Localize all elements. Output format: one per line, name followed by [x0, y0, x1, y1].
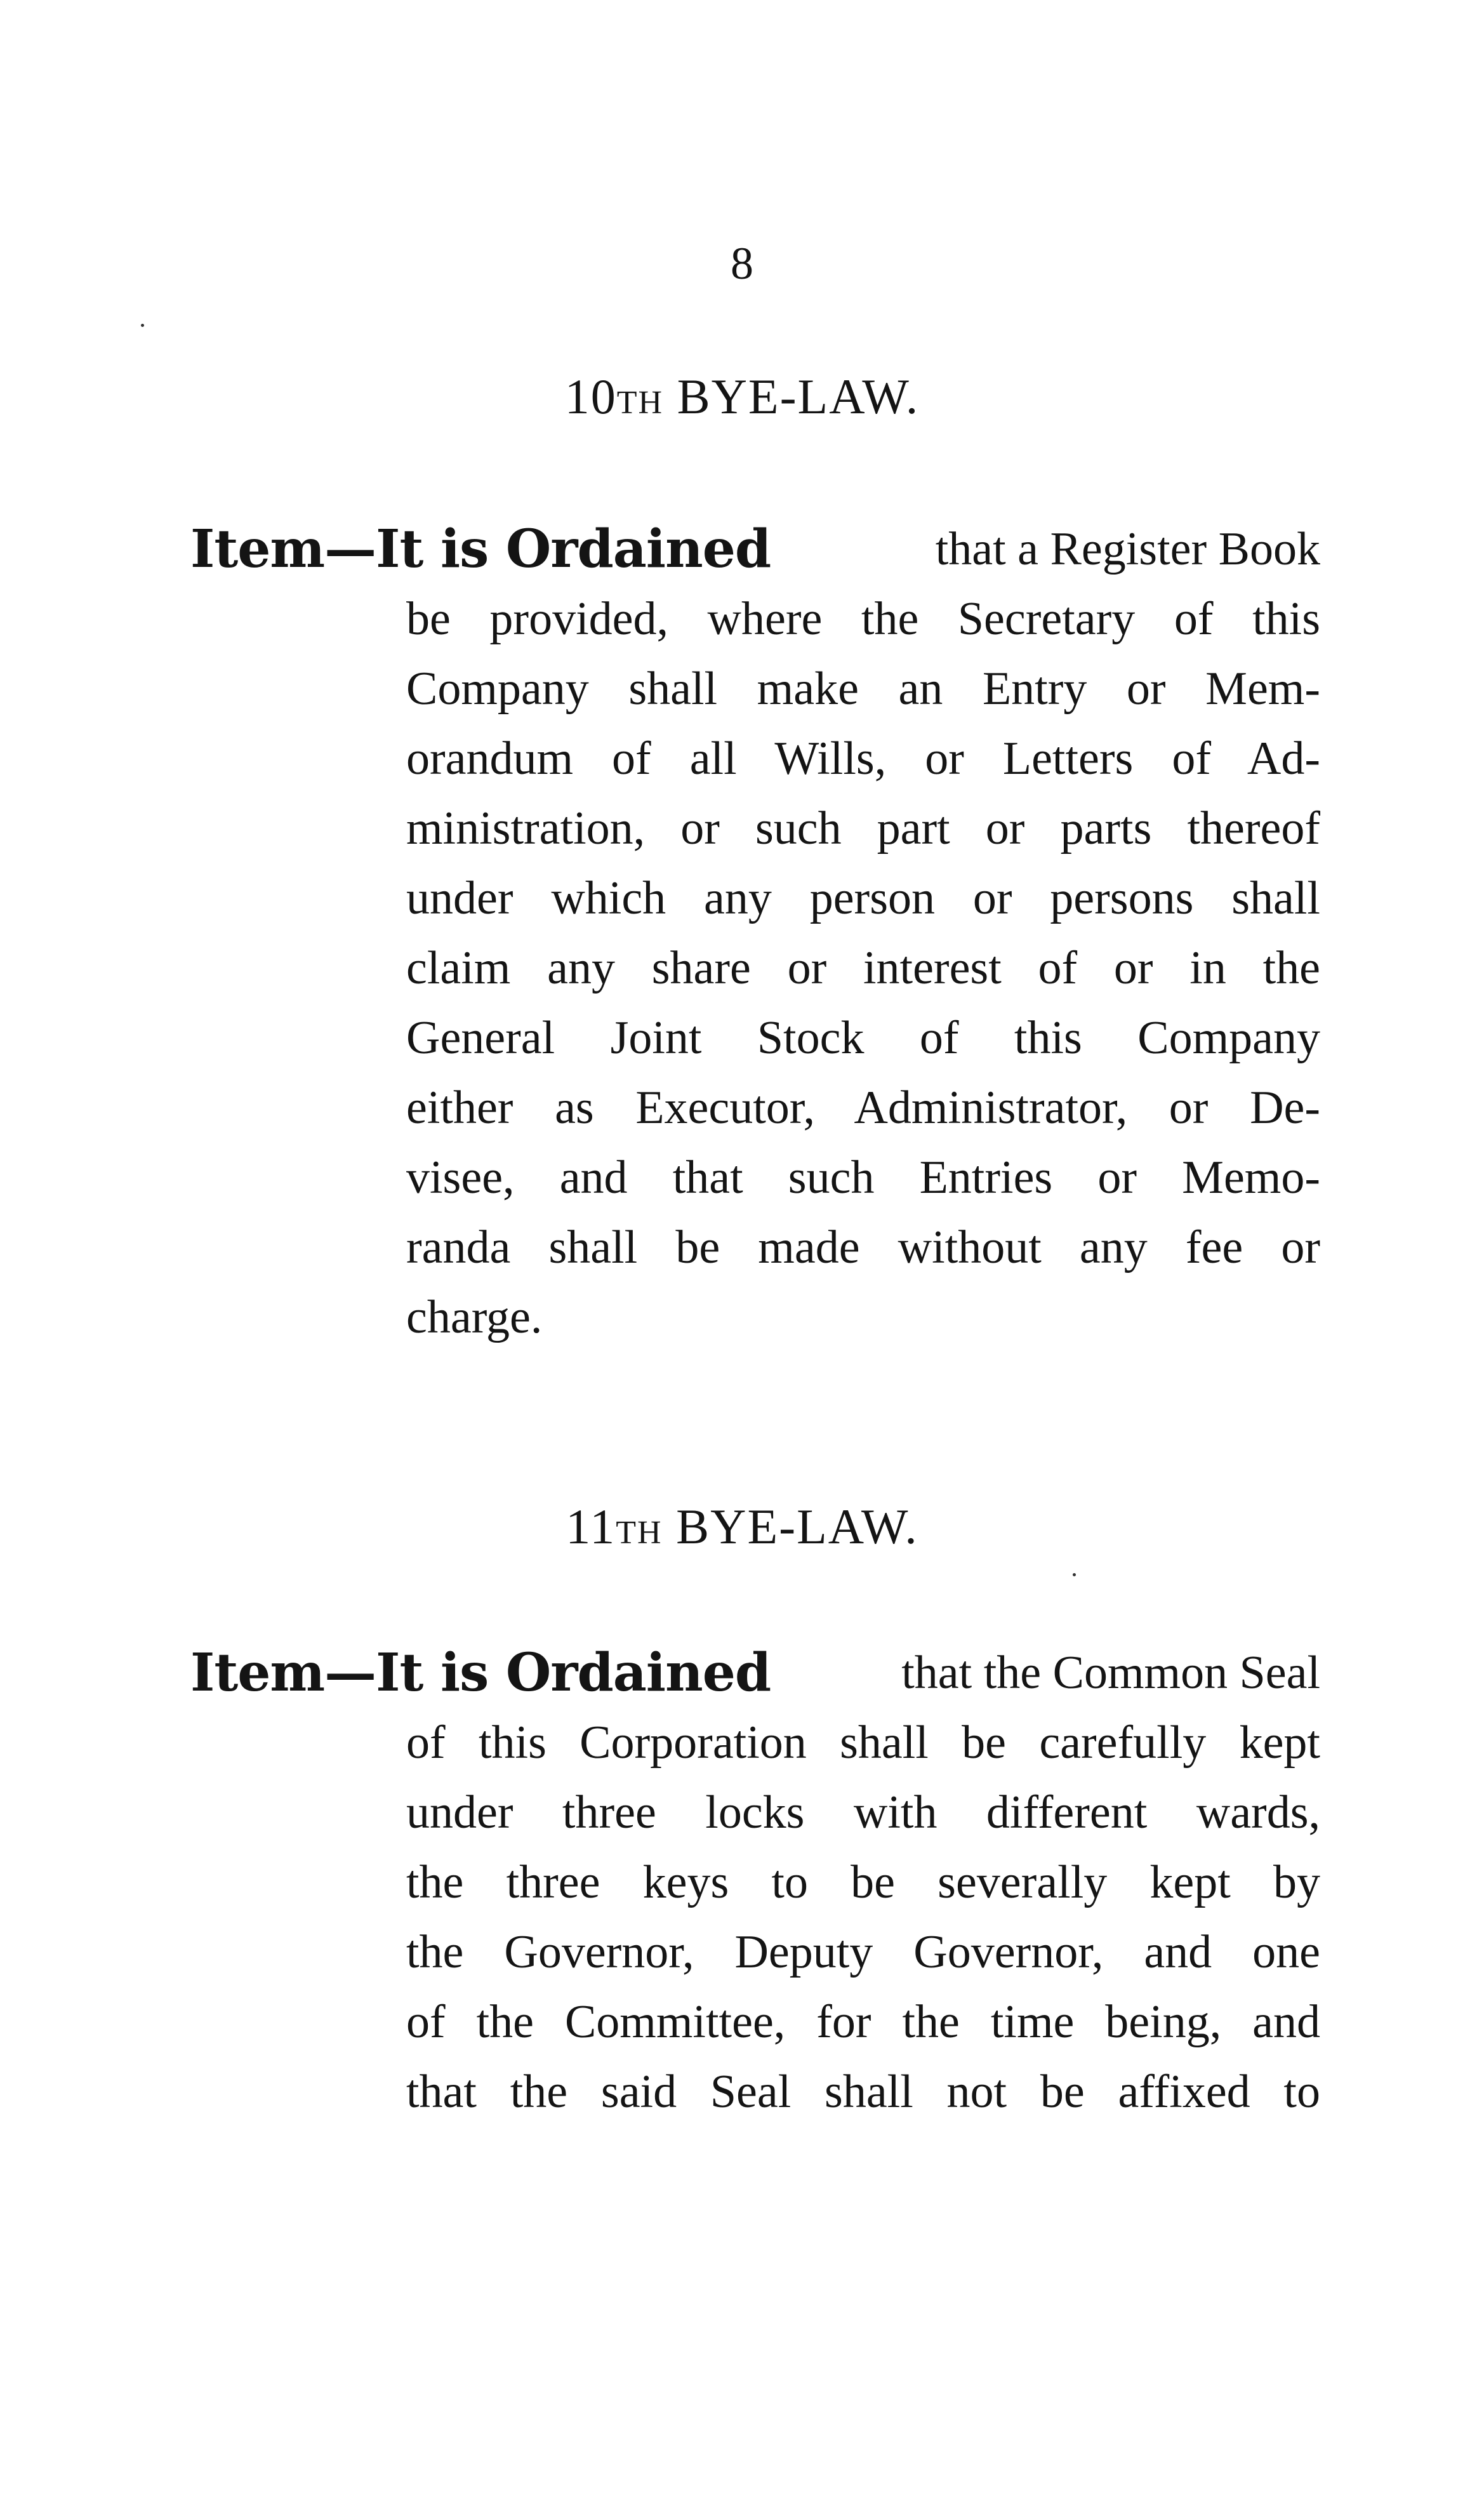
heading-number: 11: [566, 1499, 616, 1554]
lead-item: Item—: [190, 1642, 376, 1703]
heading-text: BYE-LAW.: [676, 1499, 918, 1554]
text-line: of the Committee, for the time being, and: [406, 1996, 1320, 2048]
bye-law-11-heading: [0, 1498, 1484, 1562]
text-line: under which any person or persons shall: [406, 872, 1320, 924]
text-line: orandum of all Wills, or Letters of Ad-: [406, 733, 1320, 785]
text-line: that the said Seal shall not be affixed to: [406, 2066, 1320, 2118]
bye-law-11-body: [190, 1638, 1320, 2127]
text-line: under three locks with different wards,: [406, 1786, 1320, 1839]
text-line: randa shall be made without any fee or: [406, 1221, 1320, 1273]
heading-ordinal-suffix: TH: [616, 1515, 663, 1551]
heading-number: 10: [564, 369, 617, 424]
text-line: the Governor, Deputy Governor, and one: [406, 1926, 1320, 1978]
lead-it-is: It is: [376, 519, 506, 580]
page-number: 8: [731, 238, 753, 289]
text-line: either as Executor, Administrator, or De-: [406, 1082, 1320, 1134]
bye-law-10-heading: [0, 368, 1484, 432]
text-line: Company shall make an Entry or Mem-: [406, 663, 1320, 715]
text-line: the three keys to be severally kept by: [406, 1856, 1320, 1908]
first-line-text: that a Register Book: [935, 523, 1320, 575]
text-line: visee, and that such Entries or Memo-: [406, 1152, 1320, 1204]
bye-law-10-body: [190, 514, 1320, 1352]
heading-ordinal-suffix: TH: [616, 385, 664, 421]
text-line: ministration, or such part or parts thereof: [406, 802, 1320, 855]
first-line: [190, 514, 1320, 584]
text-line: of this Corporation shall be carefully kept: [406, 1717, 1320, 1769]
lead-it-is: It is: [376, 1642, 506, 1703]
print-speck: [141, 324, 144, 327]
first-line: [190, 1638, 1320, 1708]
print-speck: [1073, 1573, 1076, 1576]
lead-ordained: Ordained: [505, 1642, 771, 1703]
text-line: General Joint Stock of this Company: [406, 1012, 1320, 1064]
ordinance-lead: [190, 514, 771, 587]
lead-item: Item—: [190, 519, 376, 580]
text-line: charge.: [406, 1291, 543, 1343]
lead-ordained: Ordained: [505, 519, 771, 580]
first-line-text: that the Common Seal: [901, 1647, 1320, 1699]
text-line: claim any share or interest of or in the: [406, 942, 1320, 994]
text-line: be provided, where the Secretary of this: [406, 593, 1320, 645]
ordinance-lead: [190, 1638, 771, 1710]
heading-text: BYE-LAW.: [677, 369, 920, 424]
